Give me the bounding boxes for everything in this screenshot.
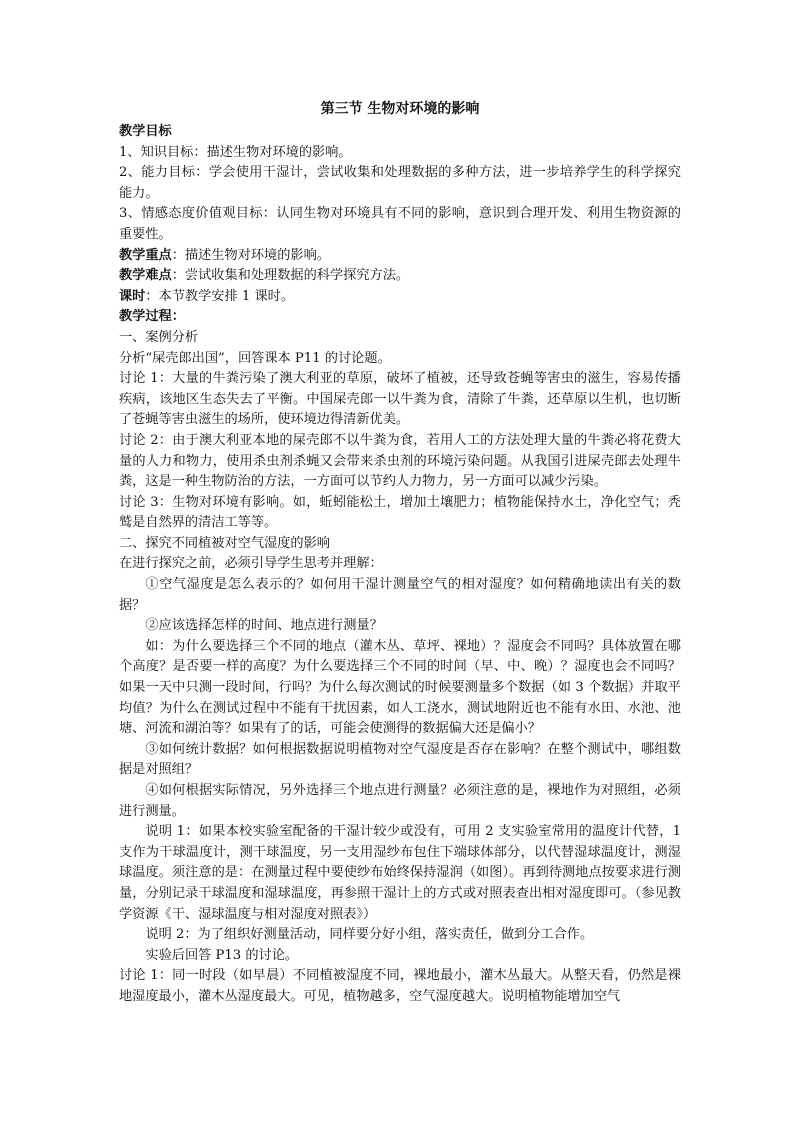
section1-intro: 分析“屎壳郎出国”，回答课本 P11 的讨论题。: [119, 350, 391, 366]
difficulty-line: [119, 266, 681, 287]
section1-discussion-1: 讨论 1：大量的牛粪污染了澳大利亚的草原，破坏了植被，还导致苍蝇等害虫的滋生，容易传播疾病，该地区生态失去了平衡。中国屎壳郎一以牛粪为食，清除了牛粪，还草原以生机，也切断了苍蝇等害虫滋生的场所，使环境边得清新优美。: [119, 371, 681, 428]
section1-discussion-3: 讨论 3：生物对环境有影响。如，蚯蚓能松土，增加土壤肥力；植物能保持水土，净化空气；秃鹫是自然界的清洁工等等。: [119, 494, 681, 531]
section2-note-1: 说明 1：如果本校实验室配备的干湿计较少或没有，可用 2 支实验室常用的温度计代替，1 支作为干球温度计，测干球温度，另一支用湿纱布包住下端球体部分，以代替湿球温度计，测湿球温度。须注意的是：在测量过程中要使纱布始终保持湿润（如图）。再到待测地点按要求进行测量，分别记录干球温度和湿球温度，再参照干湿计上的方式或对照表查出相对湿度即可。（参见教学资源《干、湿球温度与相对湿度对照表》）: [119, 824, 681, 922]
process-heading: 教学过程：: [119, 309, 185, 325]
key-point-text: ：描述生物对环境的影响。: [171, 247, 330, 263]
section2-question-3: ③如何统计数据？如何根据数据说明植物对空气湿度是否存在影响？在整个测试中，哪组数据是对照组？: [119, 741, 681, 778]
goal-item-3: 3、情感态度价值观目标：认同生物对环境具有不同的影响，意识到合理开发、利用生物资源的重要性。: [119, 206, 681, 242]
difficulty-label: 教学难点: [119, 268, 172, 284]
page-title: 第三节 生物对环境的影响: [320, 101, 480, 117]
difficulty-text: ：尝试收集和处理数据的科学探究方法。: [171, 268, 410, 284]
section1-discussion-2: 讨论 2：由于澳大利亚本地的屎壳郎不以牛粪为食，若用人工的方法处理大量的牛粪必将花费大量的人力和物力，使用杀虫剂杀蝇又会带来杀虫剂的环境污染问题。从我国引进屎壳郎去处理牛粪，这是一种生物防治的方法，一方面可以节约人力物力，另一方面可以减少污染。: [119, 432, 681, 490]
period-label: 课时: [119, 288, 146, 304]
document-page: [119, 96, 681, 1008]
section2-question-2-detail: 如：为什么要选择三个不同的地点（灌木丛、草坪、裸地）？湿度会不同吗？具体放置在哪个高度？是否要一样的高度？为什么要选择三个不同的时间（早、中、晚）？湿度也会不同吗？如果一天中只测一段时间，行吗？为什么每次测试的时候要测量多个数据（如 3 个数据）并取平均值？为什么在测试过程中不能有干扰因素，如人工浇水，测试地附近也不能有水田、水池、池塘、河流和湖泊等？如果有了的话，可能会使测得的数据偏大还是偏小？: [119, 638, 681, 737]
key-point-line: [119, 246, 681, 267]
key-point-label: 教学重点: [119, 247, 172, 263]
period-line: [119, 287, 681, 308]
goals-heading: 教学目标: [119, 124, 172, 139]
section1-heading: 一、案例分析: [119, 329, 199, 345]
section2-question-2: ②应该选择怎样的时间、地点进行测量？: [145, 618, 383, 634]
section2-question-1: ①空气湿度是怎么表示的？如何用干湿计测量空气的相对湿度？如何精确地读出有关的数据？: [119, 577, 681, 613]
section2-question-4: ④如何根据实际情况，另外选择三个地点进行测量？必须注意的是，裸地作为对照组，必须进行测量。: [119, 783, 681, 819]
section2-note-2: 说明 2：为了组织好测量活动，同样要分好小组，落实责任，做到分工合作。: [145, 927, 594, 943]
period-text: ：本节教学安排 1 课时。: [145, 288, 295, 304]
section2-heading: 二、探究不同植被对空气湿度的影响: [119, 535, 330, 551]
goal-item-1: 1、知识目标：描述生物对环境的影响。: [119, 144, 352, 160]
goal-item-2: 2、能力目标：学会使用干湿计，尝试收集和处理数据的多种方法，进一步培养学生的科学探究能力。: [119, 165, 681, 201]
section2-intro: 在进行探究之前，必须引导学生思考并理解：: [119, 556, 383, 572]
section2-after: 实验后回答 P13 的讨论。: [145, 947, 299, 963]
section2-discussion-1: 讨论 1：同一时段（如早晨）不同植被湿度不同，裸地最小，灌木丛最大。从整天看，仍然是裸地湿度最小，灌木丛湿度最大。可见，植物越多，空气湿度越大。说明植物能增加空气: [119, 968, 681, 1004]
